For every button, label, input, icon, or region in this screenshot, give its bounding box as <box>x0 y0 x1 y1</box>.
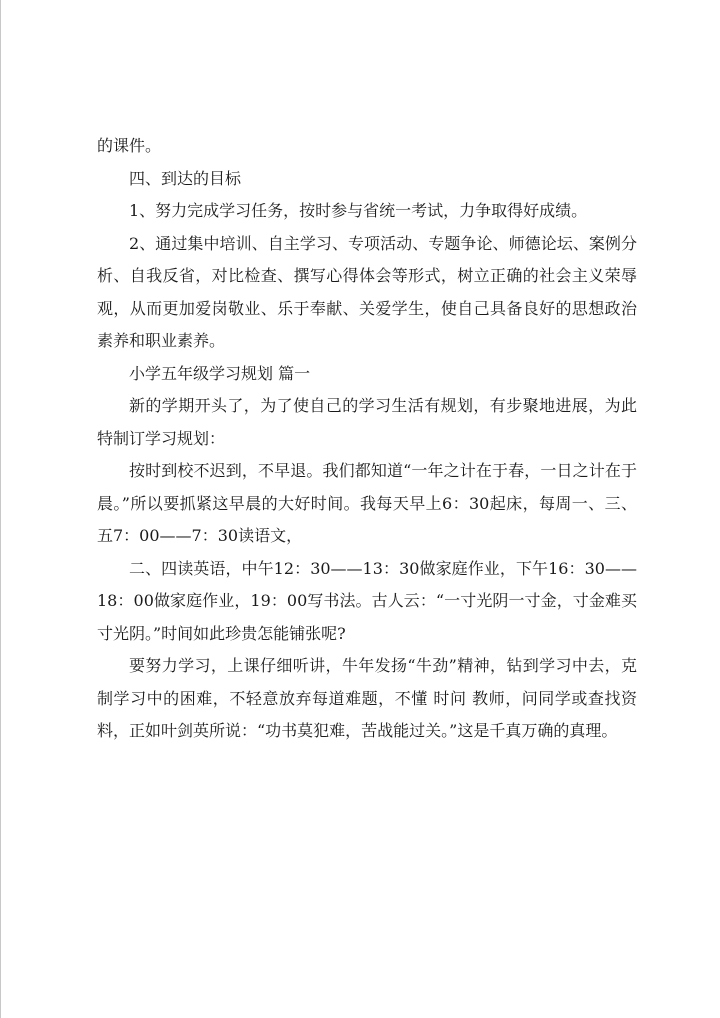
paragraph-goal-2: 2、通过集中培训、自主学习、专项活动、专题争论、师德论坛、案例分析、自我反省，对比检查、撰写心得体会等形式，树立正确的社会主义荣辱观，从而更加爱岗敬业、乐于奉献、关爱学生，使自己具备良好的思想政治素养和职业素养。 <box>97 233 637 350</box>
document-body <box>97 130 637 748</box>
paragraph-goal-1: 1、努力完成学习任务，按时参与省统一考试，力争取得好成绩。 <box>129 201 588 220</box>
section-heading-plan: 小学五年级学习规划 篇一 <box>129 363 311 383</box>
paragraph-study-attitude: 要努力学习，上课仔细听讲，牛年发扬“牛劲”精神，钻到学习中去，克制学习中的困难，不轻意放弃每道难题，不懂 时问 教师，问同学或查找资料，正如叶剑英所说：“功书莫犯难，苦战能过关。”这是千真万确的真理。 <box>97 656 637 740</box>
section-heading-goals: 四、到达的目标 <box>129 168 242 188</box>
paragraph-schedule-morning: 按时到校不迟到，不早退。我们都知道“一年之计在于春，一日之计在于晨。”所以要抓紧这早晨的大好时间。我每天早上6：30起床，每周一、三、五7：00——7：30读语文， <box>97 461 637 545</box>
paragraph-schedule-day: 二、四读英语，中午12：30——13：30做家庭作业，下午16：30——18：00做家庭作业，19：00写书法。古人云：“一寸光阴一寸金，寸金难买寸光阴。”时间如此珍贵怎能铺张呢? <box>97 558 637 643</box>
paragraph-plan-intro: 新的学期开头了，为了使自己的学习生活有规划，有步聚地进展，为此特制订学习规划： <box>97 396 637 448</box>
paragraph-continuation: 的课件。 <box>97 136 162 155</box>
